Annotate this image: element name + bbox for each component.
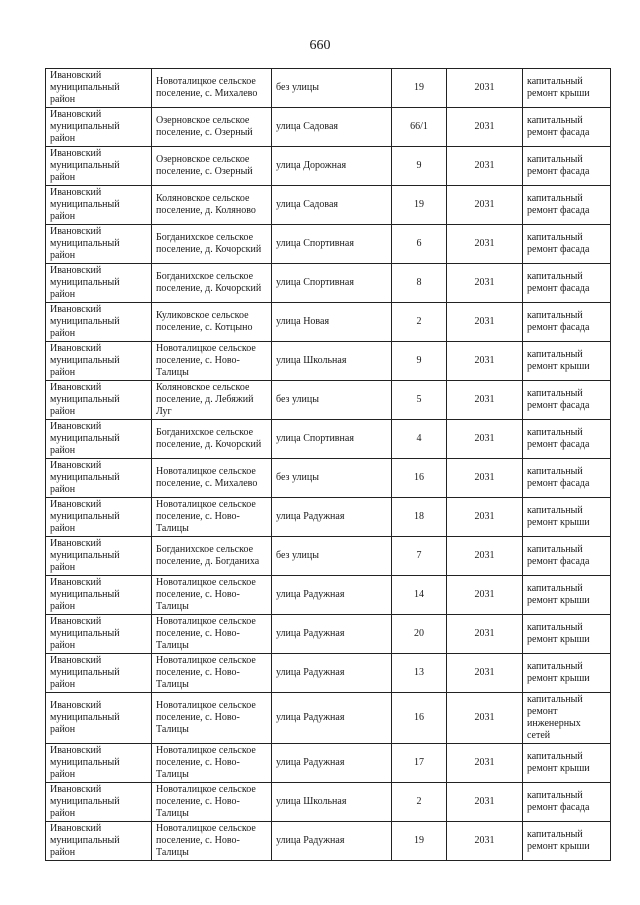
district-cell: Ивановский муниципальный район — [46, 381, 152, 420]
district-cell: Ивановский муниципальный район — [46, 420, 152, 459]
year-cell: 2031 — [447, 264, 523, 303]
year-cell: 2031 — [447, 108, 523, 147]
work-type-cell: капитальный ремонт фасада — [523, 420, 611, 459]
year-cell: 2031 — [447, 783, 523, 822]
work-type-cell: капитальный ремонт инженерных сетей — [523, 693, 611, 744]
year-cell: 2031 — [447, 381, 523, 420]
settlement-cell: Коляновское сельское поселение, д. Коляново — [152, 186, 272, 225]
settlement-cell: Новоталицкое сельское поселение, с. Михалево — [152, 459, 272, 498]
settlement-cell: Богданихское сельское поселение, д. Кочорский — [152, 225, 272, 264]
street-cell: улица Радужная — [272, 822, 392, 861]
year-cell: 2031 — [447, 69, 523, 108]
district-cell: Ивановский муниципальный район — [46, 783, 152, 822]
work-type-cell: капитальный ремонт фасада — [523, 459, 611, 498]
house-number-cell: 66/1 — [392, 108, 447, 147]
district-cell: Ивановский муниципальный район — [46, 108, 152, 147]
year-cell: 2031 — [447, 576, 523, 615]
house-number-cell: 14 — [392, 576, 447, 615]
house-number-cell: 7 — [392, 537, 447, 576]
house-number-cell: 2 — [392, 303, 447, 342]
house-number-cell: 18 — [392, 498, 447, 537]
district-cell: Ивановский муниципальный район — [46, 693, 152, 744]
district-cell: Ивановский муниципальный район — [46, 537, 152, 576]
district-cell: Ивановский муниципальный район — [46, 225, 152, 264]
work-type-cell: капитальный ремонт фасада — [523, 108, 611, 147]
year-cell: 2031 — [447, 225, 523, 264]
district-cell: Ивановский муниципальный район — [46, 744, 152, 783]
house-number-cell: 9 — [392, 147, 447, 186]
house-number-cell: 16 — [392, 459, 447, 498]
house-number-cell: 19 — [392, 69, 447, 108]
district-cell: Ивановский муниципальный район — [46, 147, 152, 186]
settlement-cell: Новоталицкое сельское поселение, с. Ново-Талицы — [152, 498, 272, 537]
work-type-cell: капитальный ремонт крыши — [523, 342, 611, 381]
street-cell: улица Радужная — [272, 576, 392, 615]
street-cell: улица Радужная — [272, 615, 392, 654]
street-cell: без улицы — [272, 537, 392, 576]
house-number-cell: 20 — [392, 615, 447, 654]
street-cell: улица Школьная — [272, 783, 392, 822]
district-cell: Ивановский муниципальный район — [46, 654, 152, 693]
house-number-cell: 19 — [392, 186, 447, 225]
street-cell: улица Радужная — [272, 693, 392, 744]
settlement-cell: Новоталицкое сельское поселение, с. Ново-Талицы — [152, 693, 272, 744]
work-type-cell: капитальный ремонт фасада — [523, 147, 611, 186]
table-row — [46, 576, 611, 615]
work-type-cell: капитальный ремонт фасада — [523, 381, 611, 420]
table-row — [46, 225, 611, 264]
work-type-cell: капитальный ремонт фасада — [523, 537, 611, 576]
table-row — [46, 69, 611, 108]
street-cell: улица Радужная — [272, 744, 392, 783]
street-cell: без улицы — [272, 459, 392, 498]
year-cell: 2031 — [447, 615, 523, 654]
table-row — [46, 744, 611, 783]
settlement-cell: Богданихское сельское поселение, д. Кочорский — [152, 264, 272, 303]
year-cell: 2031 — [447, 654, 523, 693]
work-type-cell: капитальный ремонт крыши — [523, 498, 611, 537]
house-number-cell: 13 — [392, 654, 447, 693]
work-type-cell: капитальный ремонт фасада — [523, 783, 611, 822]
year-cell: 2031 — [447, 186, 523, 225]
registry-table-body — [46, 69, 611, 861]
street-cell: без улицы — [272, 381, 392, 420]
district-cell: Ивановский муниципальный район — [46, 303, 152, 342]
street-cell: улица Спортивная — [272, 420, 392, 459]
street-cell: улица Садовая — [272, 108, 392, 147]
page-number: 660 — [309, 38, 331, 53]
house-number-cell: 19 — [392, 822, 447, 861]
table-row — [46, 459, 611, 498]
year-cell: 2031 — [447, 420, 523, 459]
street-cell: улица Радужная — [272, 498, 392, 537]
district-cell: Ивановский муниципальный район — [46, 264, 152, 303]
settlement-cell: Новоталицкое сельское поселение, с. Ново-Талицы — [152, 783, 272, 822]
street-cell: улица Школьная — [272, 342, 392, 381]
district-cell: Ивановский муниципальный район — [46, 459, 152, 498]
district-cell: Ивановский муниципальный район — [46, 576, 152, 615]
work-type-cell: капитальный ремонт крыши — [523, 615, 611, 654]
table-row — [46, 498, 611, 537]
table-row — [46, 615, 611, 654]
settlement-cell: Новоталицкое сельское поселение, с. Ново-Талицы — [152, 654, 272, 693]
settlement-cell: Озерновское сельское поселение, с. Озерный — [152, 108, 272, 147]
table-row — [46, 693, 611, 744]
table-row — [46, 381, 611, 420]
settlement-cell: Новоталицкое сельское поселение, с. Ново-Талицы — [152, 744, 272, 783]
table-row — [46, 186, 611, 225]
work-type-cell: капитальный ремонт крыши — [523, 822, 611, 861]
table-row — [46, 303, 611, 342]
table-row — [46, 537, 611, 576]
work-type-cell: капитальный ремонт крыши — [523, 69, 611, 108]
year-cell: 2031 — [447, 537, 523, 576]
table-row — [46, 822, 611, 861]
settlement-cell: Богданихское сельское поселение, д. Кочорский — [152, 420, 272, 459]
street-cell: улица Спортивная — [272, 264, 392, 303]
district-cell: Ивановский муниципальный район — [46, 186, 152, 225]
table-row — [46, 342, 611, 381]
street-cell: улица Спортивная — [272, 225, 392, 264]
settlement-cell: Куликовское сельское поселение, с. Котцыно — [152, 303, 272, 342]
work-type-cell: капитальный ремонт фасада — [523, 303, 611, 342]
district-cell: Ивановский муниципальный район — [46, 498, 152, 537]
street-cell: улица Дорожная — [272, 147, 392, 186]
district-cell: Ивановский муниципальный район — [46, 615, 152, 654]
settlement-cell: Богданихское сельское поселение, д. Богданиха — [152, 537, 272, 576]
year-cell: 2031 — [447, 744, 523, 783]
year-cell: 2031 — [447, 303, 523, 342]
settlement-cell: Новоталицкое сельское поселение, с. Ново-Талицы — [152, 822, 272, 861]
table-row — [46, 147, 611, 186]
district-cell: Ивановский муниципальный район — [46, 69, 152, 108]
street-cell: улица Садовая — [272, 186, 392, 225]
house-number-cell: 6 — [392, 225, 447, 264]
street-cell: улица Новая — [272, 303, 392, 342]
work-type-cell: капитальный ремонт фасада — [523, 264, 611, 303]
registry-table — [45, 68, 611, 861]
work-type-cell: капитальный ремонт фасада — [523, 225, 611, 264]
table-row — [46, 420, 611, 459]
year-cell: 2031 — [447, 459, 523, 498]
year-cell: 2031 — [447, 693, 523, 744]
street-cell: улица Радужная — [272, 654, 392, 693]
street-cell: без улицы — [272, 69, 392, 108]
table-row — [46, 108, 611, 147]
house-number-cell: 9 — [392, 342, 447, 381]
work-type-cell: капитальный ремонт крыши — [523, 576, 611, 615]
table-row — [46, 654, 611, 693]
settlement-cell: Новоталицкое сельское поселение, с. Михалево — [152, 69, 272, 108]
settlement-cell: Новоталицкое сельское поселение, с. Ново-Талицы — [152, 615, 272, 654]
table-row — [46, 783, 611, 822]
work-type-cell: капитальный ремонт крыши — [523, 744, 611, 783]
settlement-cell: Озерновское сельское поселение, с. Озерный — [152, 147, 272, 186]
table-row — [46, 264, 611, 303]
district-cell: Ивановский муниципальный район — [46, 822, 152, 861]
settlement-cell: Коляновское сельское поселение, д. Лебяжий Луг — [152, 381, 272, 420]
settlement-cell: Новоталицкое сельское поселение, с. Ново-Талицы — [152, 576, 272, 615]
house-number-cell: 4 — [392, 420, 447, 459]
house-number-cell: 2 — [392, 783, 447, 822]
year-cell: 2031 — [447, 147, 523, 186]
house-number-cell: 16 — [392, 693, 447, 744]
work-type-cell: капитальный ремонт крыши — [523, 654, 611, 693]
work-type-cell: капитальный ремонт фасада — [523, 186, 611, 225]
year-cell: 2031 — [447, 342, 523, 381]
year-cell: 2031 — [447, 822, 523, 861]
house-number-cell: 17 — [392, 744, 447, 783]
house-number-cell: 8 — [392, 264, 447, 303]
year-cell: 2031 — [447, 498, 523, 537]
house-number-cell: 5 — [392, 381, 447, 420]
settlement-cell: Новоталицкое сельское поселение, с. Ново-Талицы — [152, 342, 272, 381]
district-cell: Ивановский муниципальный район — [46, 342, 152, 381]
